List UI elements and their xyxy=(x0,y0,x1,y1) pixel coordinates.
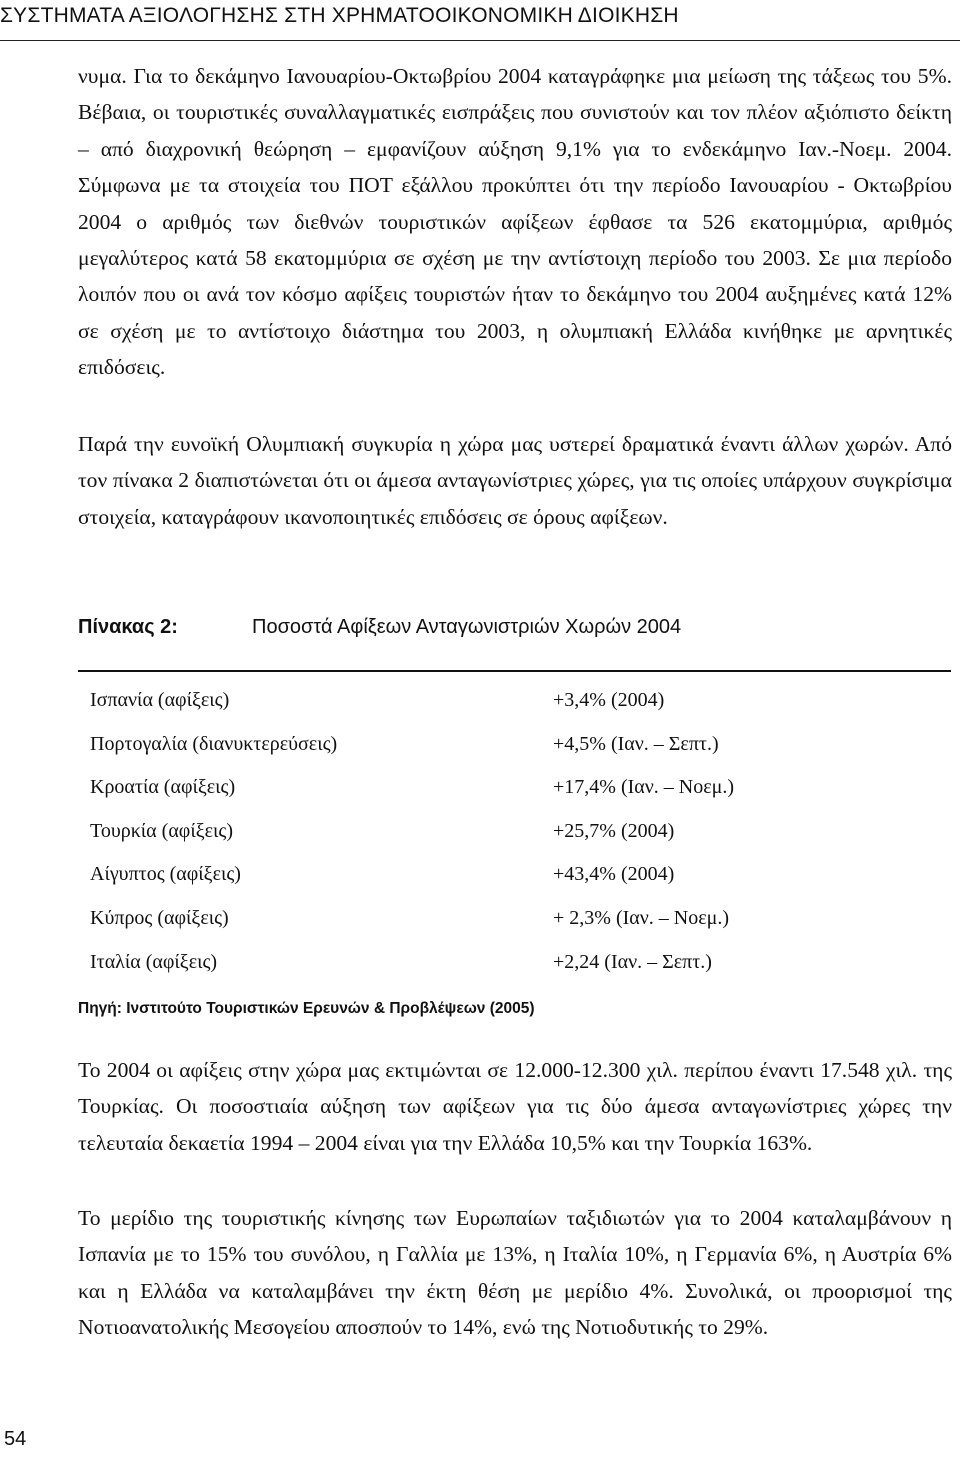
country-cell: Πορτογαλία (διανυκτερεύσεις) xyxy=(90,732,338,755)
table-caption: Ποσοστά Αφίξεων Ανταγωνιστριών Χωρών 2004 xyxy=(252,616,682,638)
value-cell: +2,24 (Ιαν. – Σεπτ.) xyxy=(553,950,712,973)
value-cell: +3,4% (2004) xyxy=(553,689,665,711)
paragraph-4: Το μερίδιο της τουριστικής κίνησης των Ευρωπαίων ταξιδιωτών για το 2004 καταλαμβάνουν η Ισπανία με το 15% του συνόλου, η Γαλλία με 13%, η Ιταλία 10%, η Γερμανία 6%, η Αυστρία 6% και η Ελλάδα να καταλαμβάνει την έκτη θέση με μερίδιο 4%. Συνολικά, οι προορισμοί της Νοτιοανατολικής Μεσογείου αποσπούν το 14%, ενώ της Νοτιοδυτικής το 29%. xyxy=(78,1206,952,1340)
running-header-title: ΣΥΣΤΗΜΑΤΑ ΑΞΙΟΛΟΓΗΣΗΣ ΣΤΗ ΧΡΗΜΑΤΟΟΙΚΟΝΟΜΙΚΗ ΔΙΟΙΚΗΣΗ xyxy=(0,4,679,27)
table-row xyxy=(90,902,930,946)
page-number: 54 xyxy=(4,1428,27,1450)
table-row xyxy=(90,684,930,728)
table-title xyxy=(78,616,952,639)
table-row xyxy=(90,728,930,772)
value-cell: +43,4% (2004) xyxy=(553,863,675,886)
country-cell: Ισπανία (αφίξεις) xyxy=(90,689,230,711)
table-label: Πίνακας 2: xyxy=(78,616,178,638)
paragraph-2: Παρά την ευνοϊκή Ολυμπιακή συγκυρία η χώρα μας υστερεί δραματικά έναντι άλλων χωρών. Από τον πίνακα 2 διαπιστώνεται ότι οι άμεσα ανταγωνίστριες χώρες, για τις οποίες υπάρχουν συγκρίσιμα στοιχεία, καταγράφουν ικανοποιητικές επιδόσεις σε όρους αφίξεων. xyxy=(78,432,952,529)
country-cell: Αίγυπτος (αφίξεις) xyxy=(90,863,241,886)
country-cell: Κύπρος (αφίξεις) xyxy=(90,906,229,929)
country-cell: Κροατία (αφίξεις) xyxy=(90,776,236,799)
value-cell: +25,7% (2004) xyxy=(553,819,675,842)
table-row xyxy=(90,771,930,815)
country-cell: Ιταλία (αφίξεις) xyxy=(90,950,218,973)
header-rule xyxy=(0,40,960,41)
country-cell: Τουρκία (αφίξεις) xyxy=(90,819,233,842)
table-row xyxy=(90,946,930,990)
table-source: Πηγή: Ινστιτούτο Τουριστικών Ερευνών & Προβλέψεων (2005) xyxy=(78,1000,535,1017)
table-row xyxy=(90,815,930,859)
arrivals-table xyxy=(90,684,930,989)
paragraph-1: νυμα. Για το δεκάμηνο Ιανουαρίου-Οκτωβρίου 2004 καταγράφηκε μια μείωση της τάξεως του 5%. Βέβαια, οι τουριστικές συναλλαγματικές εισπράξεις που συνιστούν και τον πλέον αξιόπιστο δείκτη – από διαχρονική θεώρηση – εμφανίζουν αύξηση 9,1% για το ενδεκάμηνο Ιαν.-Νοεμ. 2004. Σύμφωνα με τα στοιχεία του ΠΟΤ εξάλλου προκύπτει ότι την περίοδο Ιανουαρίου - Οκτωβρίου 2004 ο αριθμός των διεθνών τουριστικών αφίξεων έφθασε τα 526 εκατομμύρια, αριθμός μεγαλύτερος κατά 58 εκατομμύρια σε σχέση με την αντίστοιχη περίοδο του 2003. Σε μια περίοδο λοιπόν που οι ανά τον κόσμο αφίξεις τουριστών ήταν το δεκάμηνο του 2004 αυξημένες κατά 12% σε σχέση με το αντίστοιχο διάστημα του 2003, η ολυμπιακή Ελλάδα κινήθηκε με αρνητικές επιδόσεις. xyxy=(78,64,952,380)
table-top-rule xyxy=(78,670,951,672)
value-cell: +17,4% (Ιαν. – Νοεμ.) xyxy=(553,776,735,799)
paragraph-3: Το 2004 οι αφίξεις στην χώρα μας εκτιμώνται σε 12.000-12.300 χιλ. περίπου έναντι 17.548 χιλ. της Τουρκίας. Οι ποσοστιαία αύξηση των αφίξεων για τις δύο άμεσα ανταγωνίστριες χώρες την τελευταία δεκαετία 1994 – 2004 είναι για την Ελλάδα 10,5% και την Τουρκία 163%. xyxy=(78,1058,952,1155)
table-row xyxy=(90,858,930,902)
value-cell: + 2,3% (Ιαν. – Νοεμ.) xyxy=(553,906,730,929)
value-cell: +4,5% (Ιαν. – Σεπτ.) xyxy=(553,732,719,755)
